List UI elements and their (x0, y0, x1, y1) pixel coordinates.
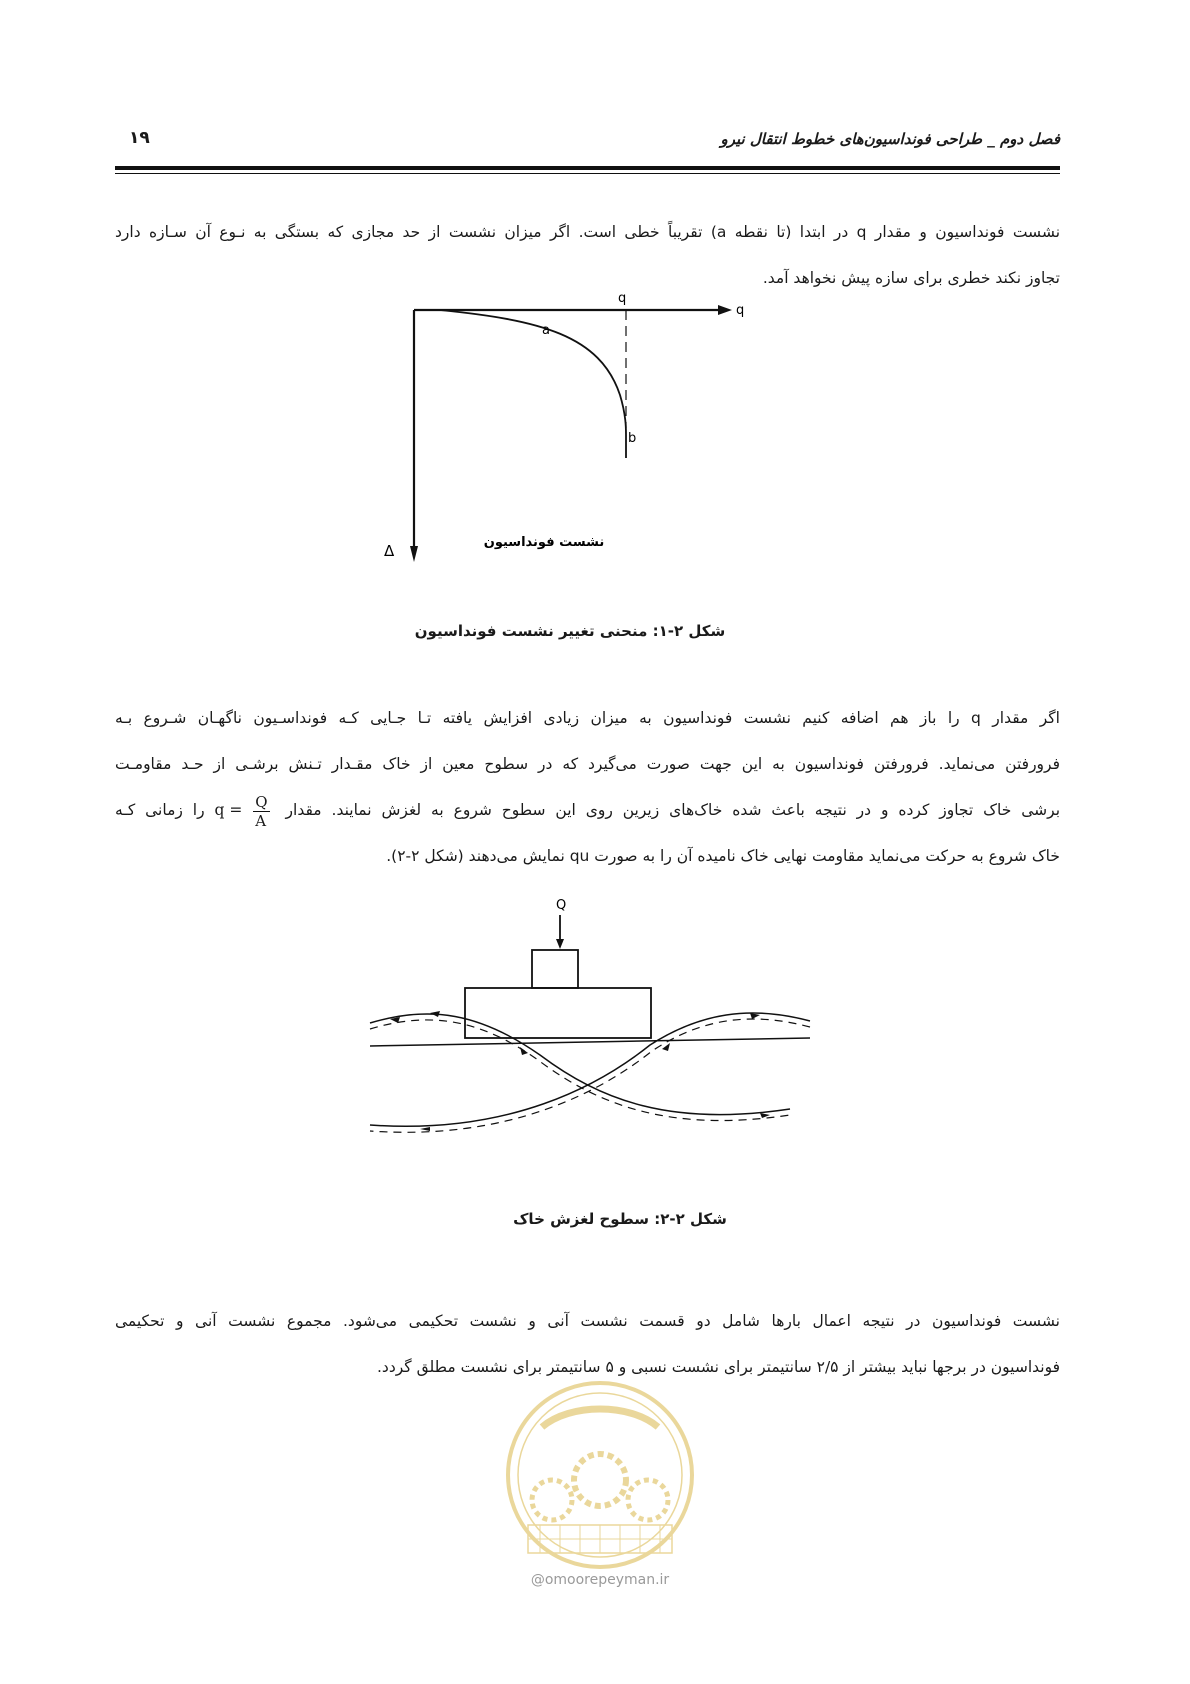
paragraph-3-line-1: نشست فونداسیون در نتیجه اعمال بارها شامل دو قسمت نشست آنی و نشست تحکیمی می‌شود. مجموع نشست آنی و تحکیمی (115, 1312, 1060, 1330)
paragraph-1 (115, 209, 1060, 301)
page-header (115, 128, 1060, 158)
formula-q-equals-q-over-a (215, 787, 276, 833)
page-number: ۱۹ (129, 128, 150, 148)
label-point-a: a (542, 323, 550, 338)
header-rule-thick (115, 166, 1060, 170)
watermark-text: @omoorepeyman.ir (530, 1572, 670, 1588)
label-settlement: نشست فونداسیون (483, 535, 605, 550)
label-point-b: b (628, 431, 637, 446)
formula-denominator: A (255, 811, 267, 830)
chapter-title: فصل دوم _ طراحی فونداسیون‌های خطوط انتقال نیرو (720, 130, 1060, 148)
figure-1-caption: شکل ۲-۱: منحنی تغییر نشست فونداسیون (414, 622, 726, 640)
paragraph-2-line-2: فرورفتن می‌نماید. فرورفتن فونداسیون به این جهت صورت می‌گیرد که در سطوح معین از خاک مقـدار تـنش برشـی از حـد مقاومـت (115, 755, 1060, 773)
paragraph-1-line-2: تجاوز نکند خطری برای سازه پیش نخواهد آمد. (762, 269, 1060, 287)
paragraph-1-line-1: نشست فونداسیون و مقدار q در ابتدا (تا نقطه a) تقریباً خطی است. اگر میزان نشست از حد مجازی که بستگی به نـوع آن سـازه دارد (115, 223, 1061, 241)
figure-2-caption: شکل ۲-۲: سطوح لغزش خاک (513, 1210, 727, 1228)
paragraph-2-line-3-start: برشی خاک تجاوز کرده و در نتیجه باعث شده خاک‌های زیرین روی این سطوح شروع به لغزش نمایند. مقدار (285, 801, 1061, 819)
label-load-Q: Q (556, 898, 567, 913)
paragraph-2-line-3-end: را زمانی کـه (115, 801, 205, 819)
figure-soil-slip-surfaces (370, 895, 870, 1185)
paragraph-3-line-2: فونداسیون در برجها نباید بیشتر از ۲/۵ سانتیمتر برای نشست نسبی و ۵ سانتیمتر برای نشست مطلق گردد. (377, 1358, 1060, 1376)
formula-lhs: q = (214, 801, 243, 819)
paragraph-2-line-4: خاک شروع به حرکت می‌نماید مقاومت نهایی خاک نامیده آن را به صورت qu نمایش می‌دهند (شکل ۲-۲). (386, 847, 1060, 865)
paragraph-2-line-1: اگر مقدار q را باز هم اضافه کنیم نشست فونداسیون به میزان زیادی افزایش یافته تـا جـایی کـه فونداسـیون ناگهـان شـروع بـه (115, 709, 1060, 727)
watermark-logo (480, 1375, 720, 1575)
paragraph-2 (115, 695, 1060, 879)
formula-numerator: Q (255, 792, 268, 811)
header-rule-thin (115, 173, 1060, 174)
figure-settlement-curve (384, 291, 800, 630)
label-q-top: q (618, 291, 627, 306)
label-q-axis: q (736, 303, 745, 318)
paragraph-2-line-3 (115, 787, 1060, 833)
formula-fraction (253, 793, 269, 830)
label-delta: Δ (384, 542, 395, 560)
